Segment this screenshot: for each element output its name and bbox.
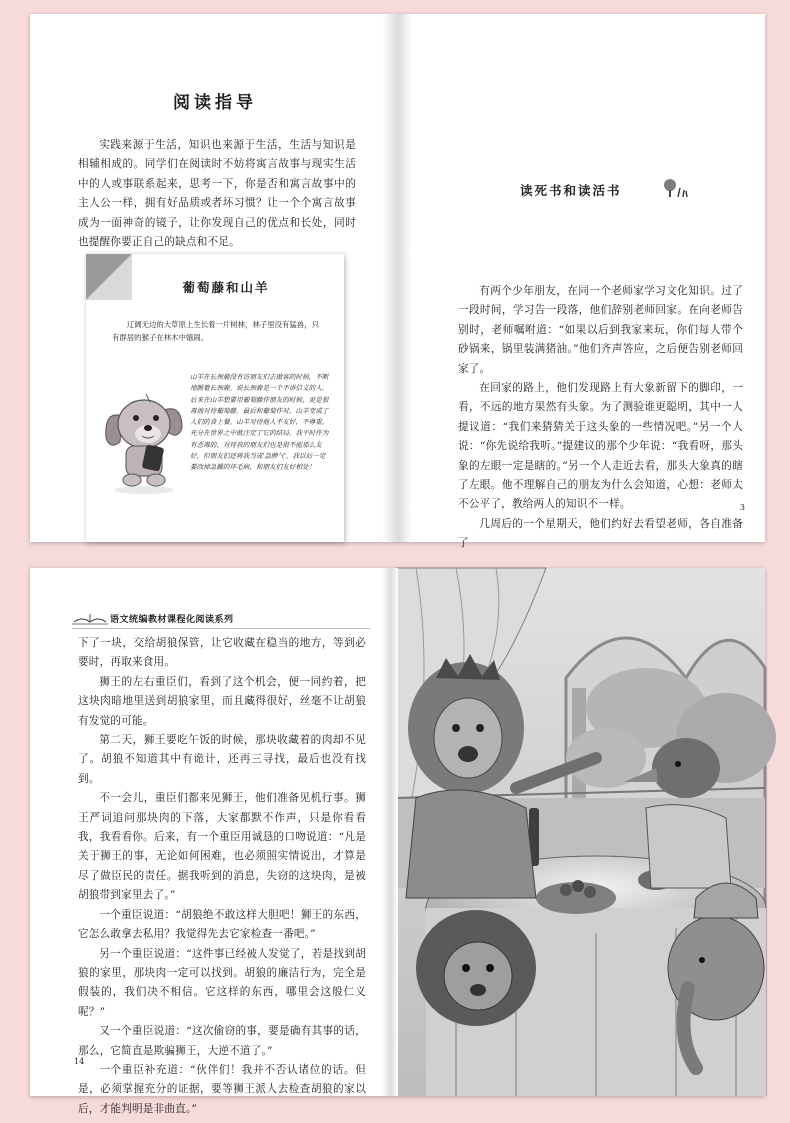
reading-guide-title: 阅读指导 [173, 93, 257, 113]
story-card [86, 254, 344, 542]
book-gutter [382, 568, 398, 1096]
book-spread-top [30, 14, 765, 550]
reading-guide-paragraph: 实践来源于生活，知识也来源于生活，生活与知识是相辅相成的。同学们在阅读时不妨将寓言故事与现实生活中的人或事联系起来，思考一下，你是否和寓言故事中的主人公一样，拥有好品质或者坏习惯？让一个个寓言故事成为一面神奇的镜子，让你发现自己的优点和长处，同时也提醒你要正自己的缺点和不足。 [78, 139, 356, 249]
story-card-speech: 山羊在长颈鹿没有访朋友们去做客的时候，不断地瞧着长颈鹿。说长颈鹿是一个不讲信义的人。后来在山羊想要用葡萄藤作朋友的时候，更是狠毒地对待葡萄藤。最后和葡萄作对，山羊变成了人们的食上餐。山羊对待他人不友好，不尊重，充分在世界之中就注定了它的结局。我平时作为有恶毒的、对待我的朋友们也是很不能那么友好，但朋友们还将我当成'急脾气'，我以后一定要改掉急躁的坏毛病，和朋友们友好相处！ [190, 373, 329, 472]
story-paragraph: 不一会儿，重臣们都来见狮王，他们准备见机行事。狮王严词追问那块肉的下落，大家都默不作声，只是你看看我，我看看你。后来，有一个重臣用诚恳的口吻说道：“凡是关于狮王的事，无论如何困难，也必须照实情说出，才算是尽了做臣民的责任。据我听到的消息，失窃的这块肉，是被胡狼带到家里去了。” [78, 792, 366, 902]
header-rule [72, 628, 370, 629]
right-page-story [410, 14, 765, 550]
page-number: 14 [74, 1057, 85, 1066]
story-paragraph: 第二天，狮王要吃午饭的时候，那块收藏着的肉却不见了。胡狼不知道其中有诡计，还再三寻找，最后也没有找到。 [78, 734, 366, 785]
story-paragraph: 又一个重臣说道：“这次偷窃的事，要是确有其事的话，那么，它简直是欺骗狮王，大逆不道了。” [78, 1025, 366, 1057]
story-body-continued [78, 634, 366, 1119]
story-paragraph: 在回家的路上，他们发现路上有大象新留下的脚印，一看，不远的地方果然有头象。为了测验谁更聪明，其中一人提议道：“我们来猜猜关于这头象的一些情况吧。”另一个人说：“你先说给我听。”提建议的那个少年说：“我看呀，那头象的左眼一定是瞎的。”另一个人走近去看，那头大象真的瞎了左眼。他不理解自己的朋友为什么会知道，心想：老师太不公平了，教给两人的知识不一样。 [458, 382, 743, 511]
story-paragraph: 有两个少年朋友，在同一个老师家学习文化知识。过了一段时间，学习告一段落，他们辞别老师回家。在向老师告别时，老师嘱咐道：“如果以后到我家来玩，你们每人带个砂锅来，锅里装满猪油。”他们齐声答应，之后便告别老师回家了。 [458, 285, 743, 375]
open-book-icon [72, 610, 108, 626]
reading-guide-body [78, 136, 356, 252]
story-paragraph: 一个重臣说道：“胡狼绝不敢这样大胆吧！狮王的东西，它怎么敢拿去私用？我觉得先去它家检查一番吧。” [78, 908, 366, 941]
story-card-text: 辽阔无边的大草原上生长着一片树林，林子里没有猛兽，只有群居的猴子在林木中嬉闹。 [112, 320, 319, 342]
series-title: 语文统编教材课程化阅读系列 [110, 615, 234, 625]
story-paragraph: 一个重臣补充道：“伙伴们！我并不否认诸位的话。但是，必须掌握充分的证据，要等狮王派人去检查胡狼的家以后，才能判明是非曲直。” [78, 1063, 366, 1115]
right-page-illustration [396, 568, 765, 1096]
story-title-banner [520, 180, 740, 200]
story-paragraph: 下了一块，交给胡狼保管，让它收藏在稳当的地方，等到必要时，再取来食用。 [78, 637, 366, 669]
dog-reading-book-illustration [98, 380, 190, 496]
lion-king-feast-illustration [396, 568, 765, 1096]
book-spread-bottom [30, 568, 765, 1115]
series-header [72, 612, 292, 628]
story-paragraph: 另一个重臣说道：“这件事已经被人发觉了，若是找到胡狼的家里，那块肉一定可以找到。胡狼的廉洁行为，完全是假装的，我们决不相信。它这样的东西，哪里会这般仁义呢？” [78, 947, 366, 1018]
tree-icon [662, 178, 690, 198]
page-number: 3 [739, 503, 745, 512]
story-body [458, 282, 743, 554]
left-page-reading-guide [30, 14, 392, 542]
book-gutter [382, 14, 412, 542]
story-paragraph: 几周后的一个星期天，他们约好去看望老师，各自准备了 [458, 517, 743, 550]
story-card-title: 葡萄藤和山羊 [182, 280, 270, 295]
left-page-story-continued [30, 568, 398, 1115]
story-paragraph: 狮王的左右重臣们，看到了这个机会，便一同约着，把这块肉暗地里送到胡狼家里，而且藏得很好，丝毫不让胡狼有发觉的可能。 [78, 675, 366, 727]
story-title: 读死书和读活书 [520, 183, 622, 198]
